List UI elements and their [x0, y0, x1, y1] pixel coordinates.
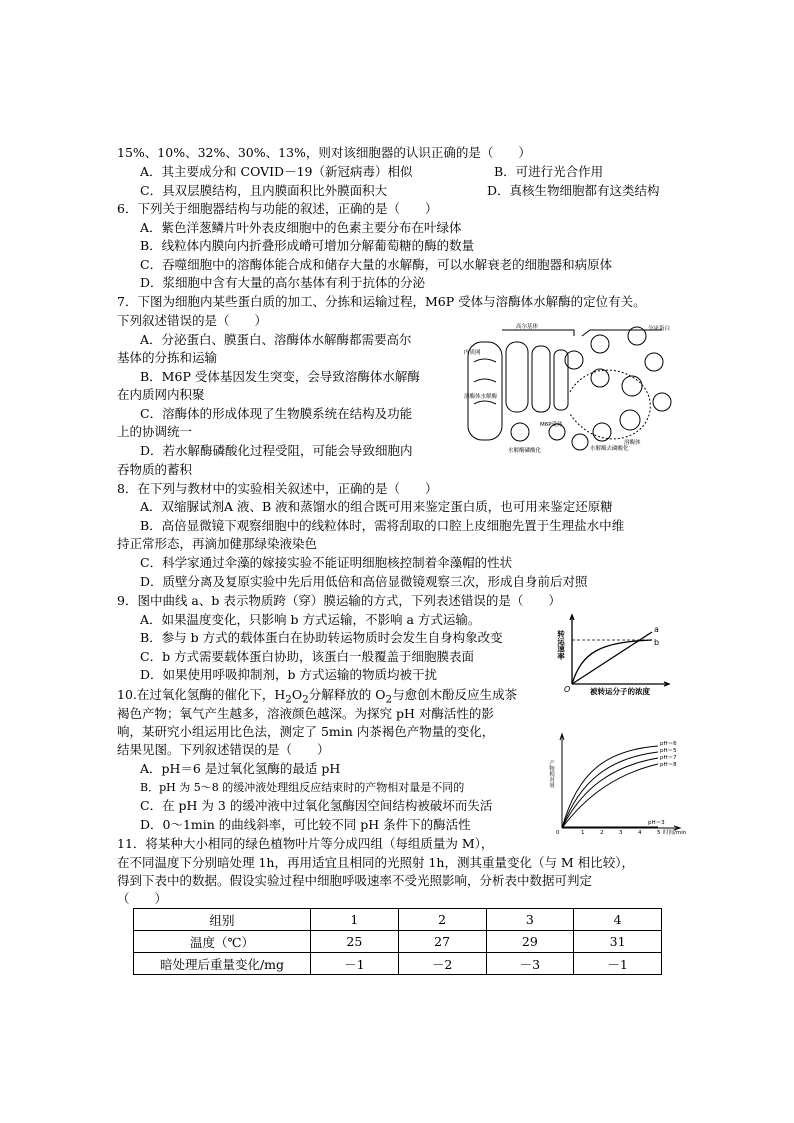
- q7-stem-line2: 下列叙述错误的是（ ）: [117, 313, 268, 328]
- table-cell: －1: [574, 953, 662, 975]
- curve-b-label: b: [654, 638, 660, 647]
- q6-option-c: C．吞噬细胞中的溶酶体能合成和储存大量的水解酶，可以水解衰老的细胞器和病原体: [140, 257, 613, 272]
- q9-option-c: C．b 方式需要载体蛋白协助，该蛋白一般覆盖于细胞膜表面: [140, 649, 475, 664]
- q7-stem-line1: 7．下图为细胞内某些蛋白质的加工、分拣和运输过程，M6P 受体与溶酶体水解酶的定位有关。: [117, 294, 646, 309]
- table-cell: 3: [486, 909, 574, 931]
- table-cell: 4: [574, 909, 662, 931]
- x-label: 被转运分子的浓度: [590, 687, 650, 696]
- x-tick-1: 1: [581, 830, 585, 836]
- q8-option-c: C．科学家通过伞藻的嫁接实验不能证明细胞核控制着伞藻帽的性状: [140, 555, 513, 570]
- table-row: [134, 931, 662, 953]
- label-enzyme: 溶酶体水解酶: [464, 394, 498, 400]
- curve-b: [572, 640, 652, 684]
- q8-option-b: B．高倍显微镜下观察细胞中的线粒体时，需将刮取的口腔上皮细胞先置于生理盐水中维: [140, 518, 625, 533]
- origin-label: 0: [556, 830, 560, 836]
- curve-ph6: [562, 746, 658, 828]
- table-cell: 温度（℃）: [134, 931, 311, 953]
- table-cell: －2: [398, 953, 486, 975]
- curve-a-label: a: [654, 625, 659, 634]
- y-label: 产物相对量: [548, 760, 554, 788]
- q11-data-table: [133, 908, 662, 975]
- label-er: 内质网: [464, 350, 481, 356]
- label-phos: 水解酶磷酸化: [508, 448, 542, 454]
- q9-option-a: A．如果温度变化，只影响 b 方式运输，不影响 a 方式运输。: [140, 612, 481, 627]
- table-cell: 31: [574, 931, 662, 953]
- label-golgi: 高尔基体: [516, 324, 539, 330]
- label-m6p: M6P受体: [540, 422, 563, 428]
- table-cell: －3: [486, 953, 574, 975]
- x-tick-4: 4: [638, 830, 642, 836]
- q7-option-a-cont: 基体的分拣和运输: [117, 350, 218, 365]
- q11-stem-line1: 11．将某种大小相同的绿色植物叶片等分成四组（每组质量为 M），: [117, 836, 494, 851]
- label-ph7: pH＝7: [660, 755, 677, 761]
- label-lysosome: 溶酶体: [624, 440, 641, 446]
- q5-option-c: C．具双层膜结构，且内膜面积比外膜面积大: [140, 183, 388, 198]
- q9-option-b: B．参与 b 方式的载体蛋白在协助转运物质时会发生自身构象改变: [140, 630, 503, 645]
- q8-option-d: D．质壁分离及复原实验中先后用低倍和高倍显微镜观察三次，形成自身前后对照: [140, 574, 588, 589]
- curve-ph5: [562, 752, 658, 828]
- q6-option-d: D．浆细胞中含有大量的高尔基体有利于抗体的分泌: [140, 275, 426, 290]
- q5-option-a: A．其主要成分和 COVID－19（新冠病毒）相似: [140, 164, 413, 179]
- table-cell: 组别: [134, 909, 311, 931]
- label-ph3: pH＝3: [648, 820, 665, 826]
- x-label: 时间/min: [663, 830, 687, 836]
- q8-stem: 8．在下列与教材中的实验相关叙述中，正确的是（ ）: [117, 481, 438, 496]
- q9-option-d: D．如果使用呼吸抑制剂，b 方式运输的物质均被干扰: [140, 667, 437, 682]
- table-cell: －1: [311, 953, 399, 975]
- q10-option-c: C．在 pH 为 3 的缓冲液中过氧化氢酶因空间结构被破坏而失活: [140, 798, 493, 813]
- table-row: [134, 909, 662, 931]
- transport-rate-graph: [556, 612, 678, 696]
- q10-stem-line4: 结果见图。下列叙述错误的是（ ）: [117, 742, 330, 757]
- er-shape: [468, 342, 502, 440]
- y-label: 转运速率: [556, 630, 566, 660]
- q10-stem-line1: 10.在过氧化氢酶的催化下，$H_2O_2$分解释放的 $O_2$与愈创木酚反应生成茶: [117, 687, 518, 706]
- label-ph5: pH＝5: [660, 748, 677, 754]
- q10-option-a: A．pH＝6 是过氧化氢酶的最适 pH: [140, 761, 341, 776]
- table-cell: 2: [398, 909, 486, 931]
- table-cell: 29: [486, 931, 574, 953]
- x-tick-3: 3: [619, 830, 623, 836]
- q11-stem-line4: （ ）: [117, 891, 168, 906]
- q7-option-d-cont: 吞物质的蓄积: [117, 462, 193, 477]
- table-cell: 1: [311, 909, 399, 931]
- label-ph8: pH＝8: [660, 762, 677, 768]
- q6-option-a: A．紫色洋葱鳞片叶外表皮细胞中的色素主要分布在叶绿体: [140, 220, 462, 235]
- q7-option-a: A．分泌蛋白、膜蛋白、溶酶体水解酶都需要高尔: [140, 332, 412, 347]
- q5-option-d: D．真核生物细胞都有这类结构: [487, 183, 660, 198]
- q9-stem: 9．图中曲线 a、b 表示物质跨（穿）膜运输的方式，下列表述错误的是（ ）: [117, 593, 561, 608]
- label-secretory: 分泌蛋白: [648, 326, 671, 332]
- x-tick-2: 2: [600, 830, 604, 836]
- table-row: [134, 953, 662, 975]
- q8-option-b-cont: 持正常形态，再滴加健那绿染液染色: [117, 536, 318, 551]
- ph-product-graph: [548, 730, 688, 836]
- q7-option-b-cont: 在内质网内积聚: [117, 387, 205, 402]
- label-unphos: 水解酶去磷酸化: [590, 446, 629, 452]
- q7-option-d: D．若水解酶磷酸化过程受阻，可能会导致细胞内: [140, 443, 413, 458]
- q7-option-c-cont: 上的协调统一: [117, 424, 193, 439]
- q11-stem-line2: 在不同温度下分别暗处理 1h，再用适宜且相同的光照射 1h，测其重量变化（与 M 相比较），: [117, 855, 634, 870]
- q6-option-b: B．线粒体内膜向内折叠形成嵴可增加分解葡萄糖的酶的数量: [140, 238, 475, 253]
- q10-stem-line3: 响，某研究小组运用比色法，测定了 5min 内茶褐色产物量的变化，: [117, 724, 495, 739]
- q5-stem-continuation: 15%、10%、32%、30%、13%，则对该细胞器的认识正确的是（ ）: [117, 145, 531, 160]
- q7-option-c: C．溶酶体的形成体现了生物膜系统在结构及功能: [140, 406, 413, 421]
- q8-option-a: A．双缩脲试剂A 液、B 液和蒸馏水的组合既可用来鉴定蛋白质，也可用来鉴定还原糖: [140, 499, 613, 514]
- table-cell: 25: [311, 931, 399, 953]
- table-cell: 27: [398, 931, 486, 953]
- x-tick-5: 5: [657, 830, 661, 836]
- q7-option-b: B．M6P 受体基因发生突变，会导致溶酶体水解酶: [140, 369, 420, 384]
- q10-option-b: B．pH 为 5～8 的缓冲液处理组反应结束时的产物相对量是不同的: [140, 781, 465, 794]
- q10-option-d: D．0～1min 的曲线斜率，可比较不同 pH 条件下的酶活性: [140, 817, 471, 832]
- q10-stem-line2: 褐色产物；氧气产生越多，溶液颜色越深。为探究 pH 对酶活性的影: [117, 706, 494, 721]
- protein-sorting-diagram: [462, 322, 680, 456]
- origin-label: O: [564, 685, 571, 694]
- q5-option-b: B．可进行光合作用: [494, 164, 604, 179]
- q11-stem-line3: 得到下表中的数据。假设实验过程中细胞呼吸速率不受光照影响，分析表中数据可判定: [117, 873, 593, 888]
- table-cell: 暗处理后重量变化/mg: [134, 953, 311, 975]
- q6-stem: 6．下列关于细胞器结构与功能的叙述，正确的是（ ）: [117, 201, 438, 216]
- label-ph6: pH＝6: [660, 741, 677, 747]
- curve-ph8: [562, 764, 658, 828]
- golgi-bracket: [502, 330, 574, 336]
